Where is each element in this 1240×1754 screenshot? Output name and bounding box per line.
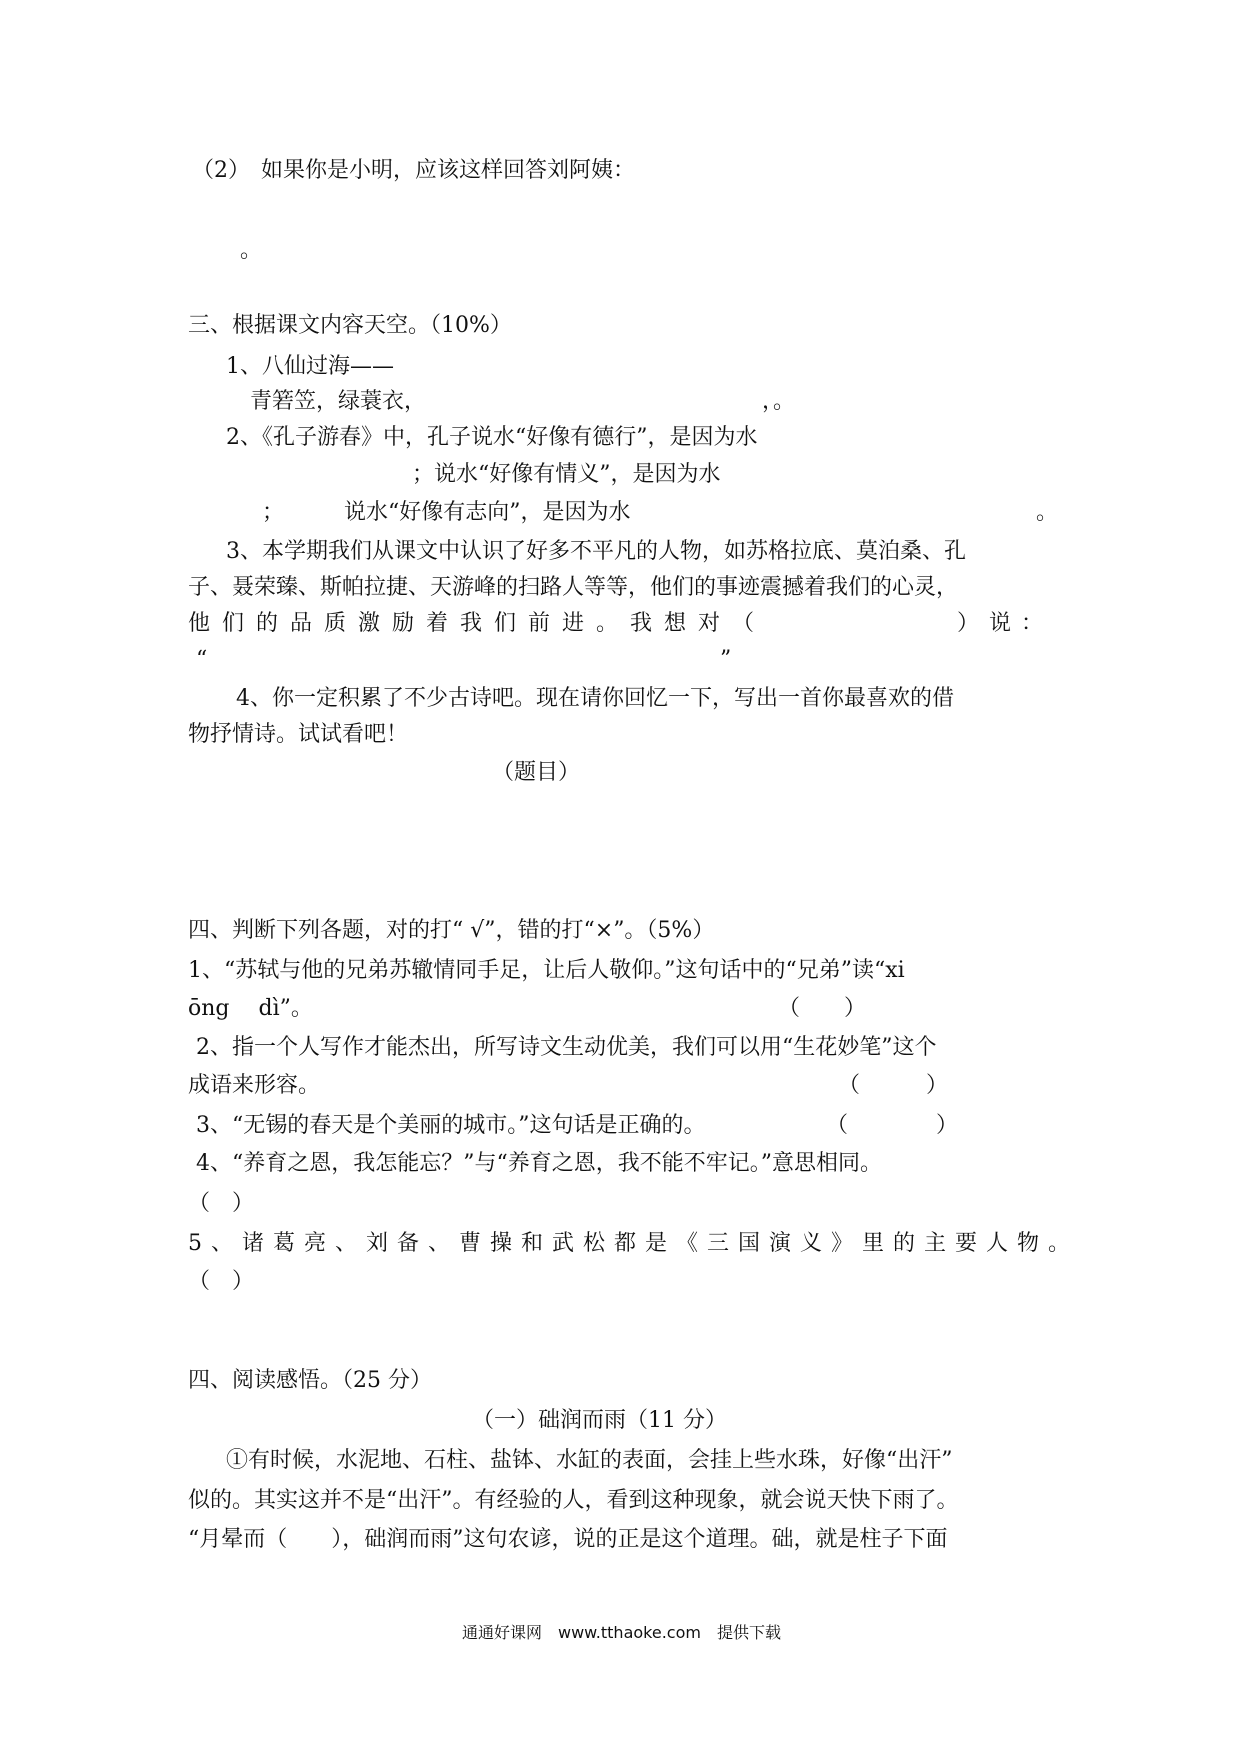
s3-q4-line2: 物抒情诗。试试看吧！ xyxy=(188,722,409,747)
section-3-title: 三、根据课文内容天空。（10%） xyxy=(188,313,512,338)
page-footer: 通通好课网 www.tthaoke.com 提供下载 xyxy=(462,1623,781,1642)
reading-para-line2: 似的。其实这并不是“出汗”。有经验的人，看到这种现象，就会说天快下雨了。 xyxy=(188,1488,959,1513)
s4-item1-parens: （ ） xyxy=(778,996,867,1021)
reading-para-line1: ①有时候，水泥地、石柱、盐钵、水缸的表面，会挂上些水珠，好像“出汗” xyxy=(226,1448,953,1473)
s3-q2-semicolon: ； xyxy=(262,500,285,525)
s4-item1-line1: 1、“苏轼与他的兄弟苏辙情同手足，让后人敬仰。”这句话中的“兄弟”读“xi xyxy=(188,958,905,983)
section-4-title: 四、判断下列各题，对的打“ √”，错的打“×”。（5%） xyxy=(188,918,715,943)
question-2-prompt: （2） 如果你是小明，应该这样回答刘阿姨： xyxy=(192,158,635,183)
s3-q2-line1: 2、《孔子游春》中，孔子说水“好像有德行”，是因为水 xyxy=(226,425,758,450)
answer-period: 。 xyxy=(240,238,263,263)
s4-item2-line2: 成语来形容。 xyxy=(188,1073,321,1098)
s4-item2-line1: 2、指一个人写作才能杰出，所写诗文生动优美，我们可以用“生花妙笔”这个 xyxy=(196,1035,937,1060)
s4-item5-line1: 5、诸葛亮、刘备、曹操和武松都是《三国演义》里的主要人物。 xyxy=(188,1231,1079,1256)
reading-para-line3: “月晕而（ ），础润而雨”这句农谚，说的正是这个道理。础，就是柱子下面 xyxy=(188,1527,948,1552)
s3-q2-line3: 说水“好像有志向”，是因为水 xyxy=(344,500,631,525)
reading-section-title: 四、阅读感悟。（25 分） xyxy=(188,1368,432,1393)
s4-item2-parens: （ ） xyxy=(838,1073,949,1098)
s3-q2-end: 。 xyxy=(1036,500,1059,525)
s3-q3-line3-right: ）说： xyxy=(956,611,1053,636)
s4-item3-parens: （ ） xyxy=(826,1113,959,1138)
s4-item3: 3、“无锡的春天是个美丽的城市。”这句话是正确的。 xyxy=(196,1113,706,1138)
s3-q3-open-quote: “ xyxy=(196,647,208,672)
s3-q1-line2: 青箬笠，绿蓑衣， xyxy=(250,389,427,414)
s3-q3-line3 xyxy=(188,609,1053,639)
s4-item4-parens: （ ） xyxy=(188,1191,255,1216)
s4-item4-line1: 4、“养育之恩，我怎能忘？”与“养育之恩，我不能不牢记。”意思相同。 xyxy=(196,1151,882,1176)
s3-q3-line2: 子、聂荣臻、斯帕拉捷、天游峰的扫路人等等，他们的事迹震撼着我们的心灵， xyxy=(188,575,959,600)
s3-q3-close-quote: ” xyxy=(720,647,732,672)
s3-q4-line1: 4、你一定积累了不少古诗吧。现在请你回忆一下，写出一首你最喜欢的借 xyxy=(236,686,954,711)
s4-item5-parens: （ ） xyxy=(188,1269,255,1294)
s3-q4-title-slot: （题目） xyxy=(492,760,581,785)
s3-q3-line3-left: 他们的品质激励着我们前进。我想对（ xyxy=(188,611,767,636)
s3-q1-end: ，。 xyxy=(762,389,796,414)
s3-q1-line1: 1、八仙过海—— xyxy=(226,354,394,379)
s3-q3-line1: 3、本学期我们从课文中认识了好多不平凡的人物，如苏格拉底、莫泊桑、孔 xyxy=(226,539,966,564)
s3-q2-line2: ；说水“好像有情义”，是因为水 xyxy=(412,462,721,487)
s4-item1-line2: ōng dì”。 xyxy=(188,996,313,1021)
reading-passage-title: （一）础润而雨（11 分） xyxy=(472,1408,727,1433)
